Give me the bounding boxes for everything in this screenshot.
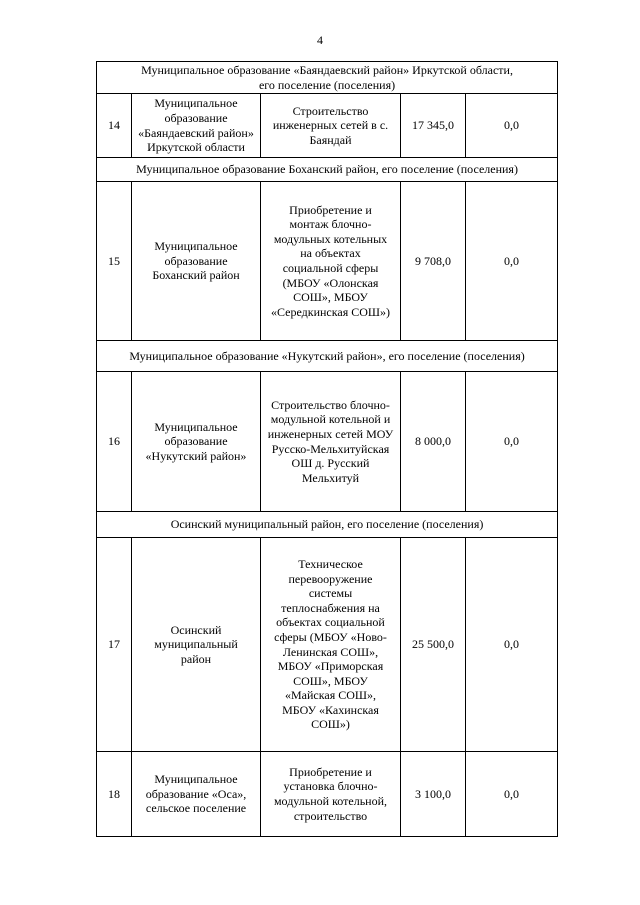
table-row bbox=[97, 752, 558, 837]
section-title: Муниципальное образование Боханский район, его поселение (поселения) bbox=[97, 158, 558, 182]
value-cell: 0,0 bbox=[466, 182, 558, 341]
table-row bbox=[97, 182, 558, 341]
project-description: Строительство инженерных сетей в с. Баяндай bbox=[261, 94, 401, 158]
value-cell: 0,0 bbox=[466, 94, 558, 158]
row-number: 18 bbox=[97, 752, 132, 837]
municipality-name: Муниципальное образование «Баяндаевский район» Иркутской области bbox=[132, 94, 261, 158]
value-cell: 0,0 bbox=[466, 372, 558, 512]
amount-cell: 3 100,0 bbox=[401, 752, 466, 837]
section-header-row bbox=[97, 158, 558, 182]
project-description: Приобретение и монтаж блочно-модульных котельных на объектах социальной сферы (МБОУ «Олонская СОШ», МБОУ «Середкинская СОШ») bbox=[261, 182, 401, 341]
table-row bbox=[97, 538, 558, 752]
section-header-row bbox=[97, 512, 558, 538]
page-number: 4 bbox=[317, 33, 323, 47]
amount-cell: 9 708,0 bbox=[401, 182, 466, 341]
section-header-row bbox=[97, 341, 558, 372]
amount-cell: 17 345,0 bbox=[401, 94, 466, 158]
municipality-name: Осинский муниципальный район bbox=[132, 538, 261, 752]
funding-table bbox=[96, 61, 558, 837]
amount-cell: 25 500,0 bbox=[401, 538, 466, 752]
section-title: Осинский муниципальный район, его поселение (поселения) bbox=[97, 512, 558, 538]
row-number: 15 bbox=[97, 182, 132, 341]
table-row bbox=[97, 372, 558, 512]
row-number: 17 bbox=[97, 538, 132, 752]
municipality-name: Муниципальное образование Боханский район bbox=[132, 182, 261, 341]
row-number: 16 bbox=[97, 372, 132, 512]
section-title: Муниципальное образование «Нукутский район», его поселение (поселения) bbox=[97, 341, 558, 372]
municipality-name: Муниципальное образование «Нукутский район» bbox=[132, 372, 261, 512]
amount-cell: 8 000,0 bbox=[401, 372, 466, 512]
value-cell: 0,0 bbox=[466, 538, 558, 752]
section-title: Муниципальное образование «Баяндаевский район» Иркутской области, его поселение (поселения) bbox=[97, 62, 558, 94]
project-description: Техническое перевооружение системы теплоснабжения на объектах социальной сферы (МБОУ «Ново-Ленинская СОШ», МБОУ «Приморская СОШ», МБОУ «Майская СОШ», МБОУ «Кахинская СОШ») bbox=[261, 538, 401, 752]
municipality-name: Муниципальное образование «Оса», сельское поселение bbox=[132, 752, 261, 837]
project-description: Приобретение и установка блочно-модульной котельной, строительство bbox=[261, 752, 401, 837]
project-description: Строительство блочно-модульной котельной и инженерных сетей МОУ Русско-Мельхитуйская ОШ д. Русский Мельхитуй bbox=[261, 372, 401, 512]
section-header-row bbox=[97, 62, 558, 94]
row-number: 14 bbox=[97, 94, 132, 158]
value-cell: 0,0 bbox=[466, 752, 558, 837]
table-row bbox=[97, 94, 558, 158]
